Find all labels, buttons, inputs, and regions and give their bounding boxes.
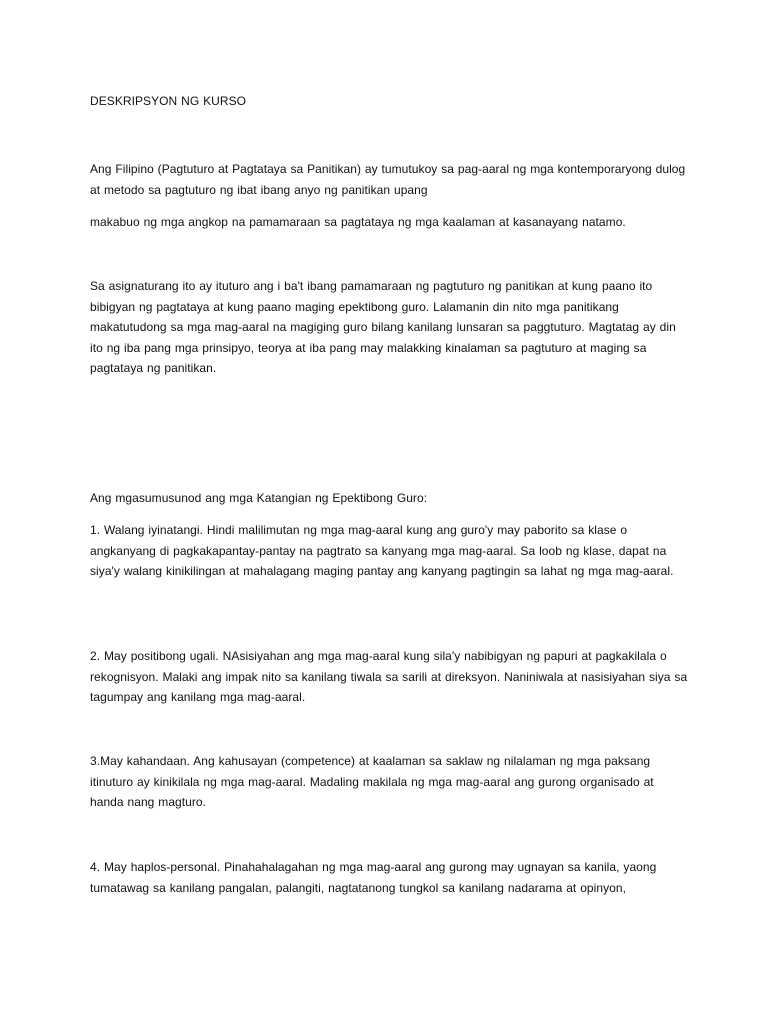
description-paragraph: Sa asignaturang ito ay ituturo ang i ba't ibang pamamaraan ng pagtuturo ng panitikan at kung paano ito bibigyan ng pagtataya at kung paano maging epektibong guro. Lalamanin din nito mga panitikang makatutudong sa mga mag-aaral na magiging guro bilang kanilang lunsaran sa paggtuturo. Magtatag ay din ito ng iba pang mga prinsipyo, teorya at iba pang may malakking kinalaman sa pagtuturo at maging sa pagtataya ng panitikan. xyxy=(90,279,676,376)
list-item-1: 1. Walang iyinatangi. Hindi malilimutan ng mga mag-aaral kung ang guro'y may paborito sa klase o angkanyang di pagkakapantay-pantay na pagtrato sa kanyang mga mag-aaral. Sa loob ng klase, dapat na siya'y walang kinikilingan at mahalagang maging pantay ang kanyang pagtingin sa lahat ng mga mag-aaral. xyxy=(90,523,674,579)
intro-paragraph-2: makabuo ng mga angkop na pamamaraan sa pagtataya ng mga kaalaman at kasanayang natamo. xyxy=(90,215,626,229)
list-item-4: 4. May haplos-personal. Pinahahalagahan ng mga mag-aaral ang gurong may ugnayan sa kanila, yaong tumatawag sa kanilang pangalan, palangiti, nagtatanong tungkol sa kanilang nadarama at opinyon, xyxy=(90,860,657,895)
list-lead-paragraph: Ang mgasumusunod ang mga Katangian ng Epektibong Guro: xyxy=(90,491,428,505)
document-heading: DESKRIPSYON NG KURSO xyxy=(90,94,247,108)
intro-paragraph-1: Ang Filipino (Pagtuturo at Pagtataya sa Panitikan) ay tumutukoy sa pag-aaral ng mga kontemporaryong dulog at metodo sa pagtuturo ng ibat ibang anyo ng panitikan upang xyxy=(90,162,686,197)
list-item-3: 3.May kahandaan. Ang kahusayan (competence) at kaalaman sa saklaw ng nilalaman ng mga paksang itinuturo ay kinikilala ng mga mag-aaral. Madaling makilala ng mga mag-aaral ang gurong organisado at handa nang magturo. xyxy=(90,754,654,810)
list-item-2: 2. May positibong ugali. NAsisiyahan ang mga mag-aaral kung sila'y nabibigyan ng papuri at pagkakilala o rekognisyon. Malaki ang impak nito sa kanilang tiwala sa sarili at direksyon. Naniniwala at nasisiyahan siya sa tagumpay ang kanilang mga mag-aaral. xyxy=(90,649,688,705)
